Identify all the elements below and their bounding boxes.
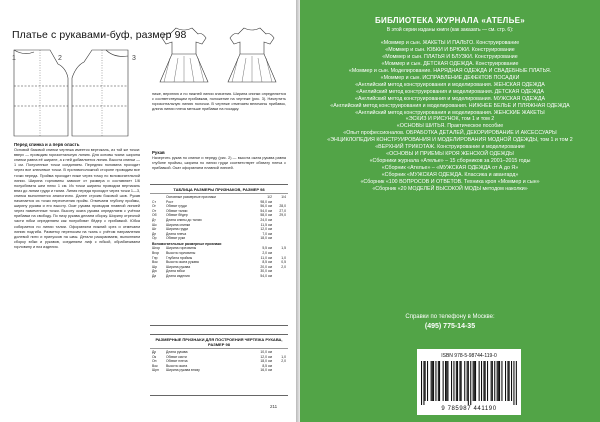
table-cell-v1: 18,0 см	[260, 359, 272, 364]
pattern-label-3: 3	[132, 55, 136, 62]
barcode-image	[421, 361, 517, 405]
article-title: Платье с рукавами-буф, размер 98	[12, 29, 187, 41]
barcode-bar	[468, 361, 469, 405]
table-cell-code: Шрн	[152, 368, 159, 373]
table-cell-v2: 0,5	[281, 260, 286, 265]
table-cell-name: Обхват бёдер	[166, 213, 188, 218]
table-cell-code: Шс	[152, 222, 157, 227]
table-cell-v2: 1,0	[281, 255, 286, 260]
barcode-bar	[497, 361, 498, 401]
book-title: «Сборник «20 МОДЕЛЕЙ ВЫСОКОЙ МОДЫ методом наколки»	[372, 186, 528, 193]
book-list-item	[314, 40, 586, 47]
barcode-bar	[491, 361, 492, 401]
table-cell-v2	[272, 274, 286, 279]
barcode-bar	[494, 361, 495, 401]
barcode-bar	[457, 361, 458, 401]
table-cell-name: Обхват талии	[166, 208, 188, 213]
left-page	[0, 0, 296, 422]
table-cell-v1: 56,0 см	[260, 204, 272, 209]
barcode-bar	[481, 361, 482, 401]
barcode-bar	[483, 361, 484, 401]
table-cell-name: Глубина проймы	[166, 255, 193, 260]
book-title: «Моммер и сын. ИСПРАВЛЕНИЕ ДЕФЕКТОВ ПОСАДКИ	[380, 74, 520, 81]
table-cell-v1: 7,0 см	[262, 231, 272, 236]
barcode-bar	[513, 361, 514, 405]
barcode-bar	[507, 361, 508, 401]
barcode-bar	[473, 361, 474, 401]
table-row	[152, 236, 286, 241]
book-list-item	[314, 47, 586, 54]
table-cell-v2	[272, 236, 286, 241]
book-title: «Сборник «МУЖСКАЯ ОДЕЖДА. Классика и авангард»	[381, 172, 519, 179]
dress-illustration	[150, 24, 286, 90]
barcode-bar	[432, 361, 433, 401]
barcode-bar	[501, 361, 502, 401]
table-cell-name: Ширина рукава внизу	[166, 368, 200, 373]
table-cell-v2: 1,5	[281, 246, 286, 251]
page-number: 211	[270, 404, 278, 409]
barcode-bar	[423, 361, 424, 405]
table-cell-name: Длина плеча	[166, 231, 187, 236]
table-cell-v2: 28,0	[279, 204, 286, 209]
book-list-item	[314, 68, 586, 75]
book-title: «ЭНЦИКЛОПЕДИЯ КОНСТРУИРОВАНИЯ И МОДЕЛИРОВАНИЯ МОДНОЙ ОДЕЖДЫ, том 1 и том 2	[327, 137, 573, 144]
book-list-item	[314, 82, 586, 89]
book-title: «ОСНОВЫ И ПРИЕМЫ КРОЯ ЖЕНСКОЙ ОДЕЖДЫ	[386, 151, 514, 158]
table-cell-code: Дп	[152, 231, 157, 236]
barcode-bar	[443, 361, 444, 401]
barcode-bar	[475, 361, 476, 401]
table-cell-v1: 54,0 см	[260, 274, 272, 278]
table-cell-code: Вок	[152, 363, 158, 368]
table-cell-v1: 58,0 см	[260, 213, 272, 218]
barcode-bar	[492, 361, 493, 401]
table-cell-code: Ди	[152, 274, 157, 278]
table-cell-v1: 24,0 см	[260, 217, 272, 222]
contact-block	[300, 313, 600, 331]
table-cell-v1: 12,0 см	[260, 227, 272, 232]
table-row	[152, 274, 286, 279]
book-title: «ВЕРХНИЙ ТРИКОТАЖ. Конструирование и моделирование	[375, 144, 525, 151]
book-title: «ОСНОВЫ ШИТЬЯ. Практическое пособие	[396, 123, 504, 130]
table-cell-v1: 54,0 см	[260, 208, 272, 213]
table-cell-code: Оп	[152, 359, 157, 364]
barcode-bar	[459, 361, 460, 401]
table-cell-v2: 1/4	[281, 195, 286, 199]
barcode-bar	[467, 361, 468, 401]
table-cell-code: Дю	[152, 269, 157, 274]
book-title: «Английский метод конструирования и моделирования. ЖЕНСКАЯ ОДЕЖДА	[355, 81, 545, 88]
table-row	[152, 368, 286, 373]
book-list-item	[314, 75, 586, 82]
barcode-bar	[499, 361, 500, 401]
table-cell-name: Обхват кисти	[166, 354, 187, 359]
barcode-bar	[464, 361, 465, 401]
book-title: «Моммер и сын. ЮБКИ И БРЮКИ. Конструирование	[385, 46, 515, 53]
table-cell-code: Ор	[152, 236, 157, 241]
book-list-item	[314, 89, 586, 96]
section1-heading: Перед спинка и а перв оласть	[14, 142, 80, 147]
table-cell-name: Обхват руки	[166, 236, 186, 241]
table-cell-v1: 11,5 см	[260, 222, 272, 227]
table1-subheading: Вспомогательные размерные признаки	[152, 242, 222, 247]
back-cover	[300, 0, 600, 422]
barcode-bar	[516, 361, 517, 405]
barcode-bar	[470, 361, 471, 405]
book-list-item	[314, 158, 586, 165]
contact-label: Справки по телефону в Москве:	[405, 314, 495, 320]
table-cell-name: Высота оката	[166, 363, 188, 368]
sleeve-table	[150, 334, 288, 396]
book-list-item	[314, 61, 586, 68]
barcode-bar	[505, 361, 506, 401]
barcode-panel	[417, 349, 521, 415]
table-cell-code: Шгор	[152, 246, 161, 251]
table-cell-name: Ширина рукава	[166, 264, 191, 269]
table-cell-v1: 16,0 см	[260, 368, 272, 373]
barcode-bar	[447, 361, 448, 401]
table-cell-v2: 29,0	[279, 213, 286, 218]
book-list-item	[314, 103, 586, 110]
book-title: «Моммер и сын. Моделирование. НАРЯДНАЯ ОДЕЖДА И СВАДЕБНЫЕ ПЛАТЬЯ.	[348, 67, 552, 74]
isbn-label: ISBN 978-5-98744-119-0	[441, 353, 497, 359]
table-cell-code: Шр	[152, 264, 157, 269]
book-title: «Английский метод конструирования и моделирования. ЖЕНСКИЕ ЖАКЕТЫ	[355, 109, 545, 116]
table-cell-name: Ширина спинки	[166, 222, 191, 227]
book-title: «Сборник «Ателье» – «МУЖСКАЯ ОДЕЖДА от А до Я»	[381, 165, 519, 172]
table-cell-code: Др	[152, 350, 157, 354]
barcode-bar	[487, 361, 488, 401]
table-cell-name: Длина изделия	[166, 274, 190, 278]
barcode-bar	[451, 361, 452, 401]
table-cell-code: Ог	[152, 204, 156, 209]
book-title: «Сборники журнала «Ателье» – 15 сборников за 2001–2015 годы	[369, 158, 531, 165]
barcode-bar	[425, 361, 426, 401]
barcode-bar	[461, 361, 462, 401]
book-title: «Английский метод конструирования и моделирования. НИЖНЕЕ БЕЛЬЕ И ПЛЯЖНАЯ ОДЕЖДА	[330, 102, 570, 109]
measurements-table	[150, 184, 288, 326]
book-list	[314, 40, 586, 193]
table-cell-code: Гпр	[152, 255, 158, 260]
table-cell-name: Обхват груди	[166, 204, 187, 209]
table-cell-v1: 10,0 см	[260, 350, 272, 354]
barcode-bar	[498, 361, 499, 401]
table-cell-name: Рост	[166, 199, 174, 204]
pattern-label-2: 2	[58, 55, 62, 62]
table-cell-v1: 11,0 см	[260, 255, 272, 260]
barcode-bar	[435, 361, 436, 401]
book-title: «ЭСКИЗ И РИСУНОК, том 1 и том 2	[405, 116, 495, 123]
barcode-bar	[438, 361, 439, 401]
table-cell-code: Дт	[152, 217, 156, 222]
table-cell-code: Ст	[152, 199, 157, 204]
pattern-label-1: 1	[12, 55, 16, 62]
table-cell-v2: 2,0	[281, 264, 286, 269]
book-list-item	[314, 165, 586, 172]
table-cell-name: Длина спины до талии	[166, 217, 202, 222]
book-title: «Английский метод конструирования и моделирования. МУЖСКАЯ ОДЕЖДА	[355, 95, 545, 102]
book-list-item	[314, 110, 586, 117]
table-cell-code: Об	[152, 213, 157, 218]
book-title: «Опыт профессионалов. ОБРАБОТКА ДЕТАЛЕЙ, ДЕКОРИРОВАНИЕ И АКСЕССУАРЫ	[343, 130, 557, 137]
book-title: «Моммер и сын. ДЕТСКАЯ ОДЕЖДА. Конструирование	[381, 60, 519, 67]
table-cell-v1: 2,0 см	[262, 251, 272, 256]
table-cell-v1: 1/2	[267, 195, 272, 199]
table-cell-v2	[272, 368, 286, 373]
contact-phone: (495) 775-14-35	[424, 323, 476, 330]
table-cell-v2: 2,0	[281, 359, 286, 364]
table-cell-v2: 27,0	[279, 208, 286, 213]
table-cell-code: Шг	[152, 227, 157, 232]
table-cell-v1: 30,0 см	[260, 269, 272, 274]
table-cell-name: Обхват плеча	[166, 359, 188, 364]
section1-body: Основой базовой спинки чертежа имеется вертикаль, из той же точки: вверх — проводим горизонтальную линию. Для основы ткани: ширина спинки равна её ширине, а к ней добавляется линия. Высота спинки — 1 см. Полученные точки соединяем. Передняя половина проходит через все ключевые точки. В противоположной стороне проводим все точки переда. Пройма проходит ниже через точку по вспомогательной линии. Ширина горловины зависит от размера и составляет 1/6 полуобхвата шеи плюс 1 см. Из точки ширины проводим вертикаль вниз до линии груди и талии. Линия переда проходит через точки 1—3, спинка выполняется аналогично. Далее строим боковой шов. Рукав начинается из точки пересечения пройм. Отмечаем глубину проймы, ширину рукава и его высоту. Окат рукава проводим плавной линией через намеченные точки. Высоту оката рукава определяем с учётом прибавки на свободу. По низу рукава делаем сборку. Ширину отрезной части юбки определяем как полуобхват бёдер с прибавкой. Юбка собирается по линии талии. Оформляем нижний срез и отмечаем линию подгиба. Разметку переносим на ткань с учётом направления долевой нити и припусков на швы. Детали раскраиваем, выполняем сборку юбки и рукавов, соединяем лиф с юбкой, обрабатываем горловину и низ изделия.	[14, 148, 140, 249]
table-cell-v1: 8,5 см	[262, 260, 272, 265]
section2-heading: Рукав	[152, 150, 165, 155]
section2-body: Начертить рукав по спинке и переду (рис. 2) — высота оката рукава равна глубине проймы, ширина по линии груди соответствует обхвату плеча с прибавкой. Окат оформляем плавной линией.	[152, 156, 286, 171]
table-cell-v1: 8,5 см	[262, 363, 272, 368]
table-cell-v1: 5,5 см	[262, 246, 272, 251]
table-cell-name: Ширина горловины	[166, 246, 197, 251]
table-cell-code: Вгор	[152, 251, 160, 256]
table-cell-v1: 18,0 см	[260, 236, 272, 241]
column2-top-text: ниже, верхнюю и по нижней линии значения. Ширина спинки определяется с соответствующим прибавкам, положение на чертеже (рис. 3). Начертить горизонтальную линию полочки. В чертеже отмечаем величины прибавок, длина линии плеча меньше прибавки на посадку.	[152, 92, 286, 112]
barcode-bar	[445, 361, 446, 401]
table-cell-v1: 98,0 см	[260, 199, 272, 204]
table1-title: ТАБЛИЦА РАЗМЕРЫ ПРИЗНАКОВ, РАЗМЕР 98	[150, 185, 288, 194]
table-cell-name: Длина рукава	[166, 350, 188, 354]
book-list-item	[314, 179, 586, 186]
book-title: «Английский метод конструирования и моделирования. ДЕТСКАЯ ОДЕЖДА	[356, 88, 544, 95]
table-cell-code: Ок	[152, 354, 157, 359]
column2-mid-text	[152, 150, 286, 186]
table-cell-v2: 1,0	[281, 354, 286, 359]
table-cell-name: Основные размерные признаки	[166, 195, 216, 199]
table-cell-name: Ширина груди	[166, 227, 189, 232]
book-list-item	[314, 116, 586, 123]
barcode-bar	[446, 361, 447, 401]
barcode-bar	[474, 361, 475, 401]
pattern-drawing	[10, 44, 142, 140]
library-subtitle: В этой серии изданы книги (как заказать — см. стр. 6):	[386, 27, 514, 33]
book-list-item	[314, 96, 586, 103]
book-list-item	[314, 54, 586, 61]
table-cell-name: Высота оката рукава	[166, 260, 199, 265]
book-title: «Сборник «100 ВОПРОСОВ И ОТВЕТОВ. Техника кроя «Моммер и сын»	[360, 179, 540, 186]
table-cell-code: От	[152, 208, 157, 213]
column1-text	[14, 142, 140, 338]
barcode-bar	[427, 361, 428, 401]
table-cell-name: Высота горловины	[166, 251, 196, 256]
book-list-item	[314, 186, 586, 193]
barcode-bar	[421, 361, 422, 405]
table-cell-name: Длина юбки	[166, 269, 185, 274]
barcode-bar	[485, 361, 486, 401]
table2-title: РАЗМЕРНЫЕ ПРИЗНАКИ ДЛЯ ПОСТРОЕНИЯ ЧЕРТЕЖА РУКАВА, РАЗМЕР 98	[150, 335, 288, 349]
barcode-bar	[509, 361, 510, 401]
barcode-bar	[456, 361, 457, 401]
barcode-bar	[511, 361, 512, 401]
book-title: «Моммер и сын. ПЛАТЬЯ И БЛУЗКИ. Конструирование	[382, 53, 518, 60]
library-title: БИБЛИОТЕКА ЖУРНАЛА «АТЕЛЬЕ»	[374, 16, 526, 25]
barcode-bar	[439, 361, 440, 401]
table-cell-v1: 20,0 см	[260, 264, 272, 269]
book-list-item	[314, 172, 586, 179]
table-cell-code: Вок	[152, 260, 158, 265]
book-list-item	[314, 151, 586, 158]
barcode-number: 9 785987 441190	[441, 406, 497, 412]
barcode-bar	[431, 361, 432, 401]
table-cell-v1: 12,0 см	[260, 354, 272, 359]
barcode-bar	[433, 361, 434, 401]
barcode-bar	[479, 361, 480, 401]
barcode-bar	[453, 361, 454, 401]
book-title: «Моммер и сын. ЖАКЕТЫ И ПАЛЬТО. Конструирование	[380, 40, 520, 46]
